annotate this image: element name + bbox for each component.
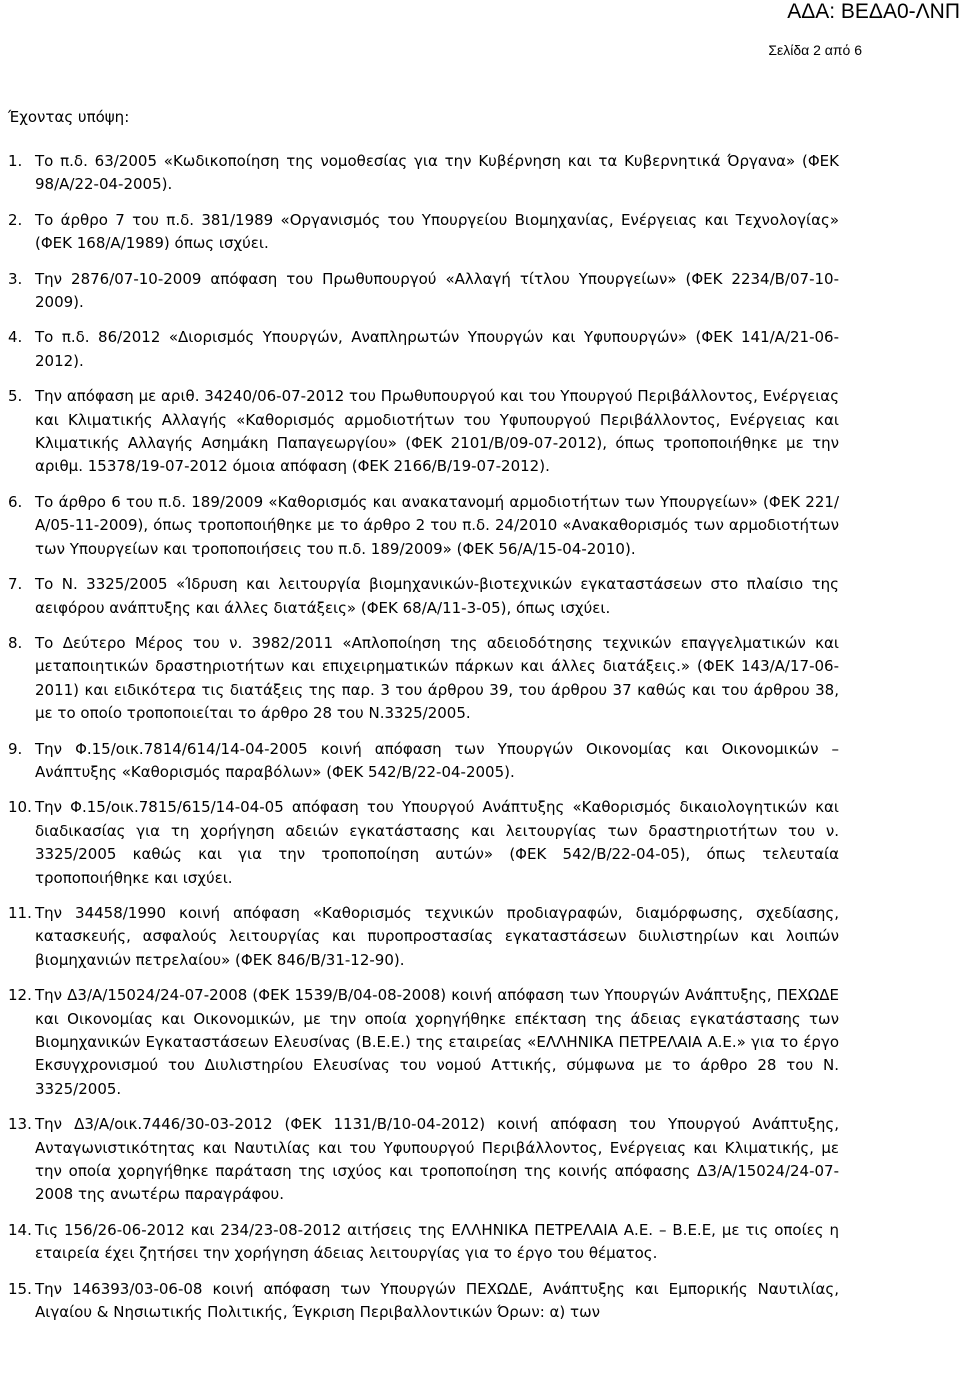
- list-item: [8, 796, 839, 890]
- list-item-text: Τις 156/26-06-2012 και 234/23-08-2012 αιτήσεις της ΕΛΛΗΝΙΚΑ ΠΕΤΡΕΛΑΙΑ Α.Ε. – Β.Ε.Ε, με τις οποίες η εταιρεία έχει ζητήσει την χορήγηση άδειας λειτουργίας για το έργο του θέματος.: [35, 1220, 839, 1263]
- list-item-number: 15.: [8, 1279, 32, 1298]
- list-item-number: 4.: [8, 328, 23, 347]
- list-item: [8, 738, 839, 785]
- list-item-text: Την Φ.15/οικ.7814/614/14-04-2005 κοινή απόφαση των Υπουργών Οικονομίας και Οικονομικών – Ανάπτυξης «Καθορισμός παραβόλων» (ΦΕΚ 542/Β/22-04-2005).: [35, 739, 839, 781]
- list-item-text: Την απόφαση με αριθ. 34240/06-07-2012 του Πρωθυπουργού και του Υπουργού Περιβάλλοντος, Ενέργειας και Κλιματικής Αλλαγής «Καθορισμός αρμοδιοτήτων του Υφυπουργού Περιβάλλοντος, Ενέργειας και Κλιματικής Αλλαγής Ασημάκη Παπαγεωργίου» (ΦΕΚ 2101/Β/09-07-2012), όπως τροποποιήθηκε με την αριθμ. 15378/19-07-2012 όμοια απόφαση (ΦΕΚ 2166/Β/19-07-2012).: [35, 387, 839, 476]
- list-item: [8, 491, 839, 561]
- list-item: [8, 573, 839, 620]
- list-item-text: Το π.δ. 86/2012 «Διορισμός Υπουργών, Αναπληρωτών Υπουργών και Υφυπουργών» (ΦΕΚ 141/Α/21-06-2012).: [35, 328, 839, 370]
- list-item-number: 3.: [8, 269, 23, 288]
- list-item-text: Την 2876/07-10-2009 απόφαση του Πρωθυπουργού «Αλλαγή τίτλου Υπουργείων» (ΦΕΚ 2234/Β/07-10-2009).: [35, 269, 839, 312]
- list-item-number: 2.: [8, 210, 23, 229]
- list-item-text: Το Ν. 3325/2005 «Ίδρυση και λειτουργία βιομηχανικών-βιοτεχνικών εγκαταστάσεων στο πλαίσιο της αειφόρου ανάπτυξης και άλλες διατάξεις» (ΦΕΚ 68/Α/11-3-05), όπως ισχύει.: [35, 575, 839, 617]
- list-item: [8, 268, 839, 315]
- list-item-number: 5.: [8, 387, 23, 406]
- list-item: [8, 902, 839, 972]
- list-item: [8, 326, 839, 373]
- list-item-text: Την Δ3/Α/15024/24-07-2008 (ΦΕΚ 1539/Β/04-08-2008) κοινή απόφαση των Υπουργών Ανάπτυξης, ΠΕΧΩΔΕ και Οικονομίας και Οικονομικών, με την οποία χορηγήθηκε επέκταση της άδειας εγκατάστασης των Βιομηχανικών Εγκαταστάσεων Ελευσίνας (Β.Ε.Ε.) της εταιρείας «ΕΛΛΗΝΙΚΑ ΠΕΤΡΕΛΑΙΑ Α.Ε.» για το έργο Εκσυγχρονισμού του Διυλιστηρίου Ελευσίνας του νομού Αττικής, σύμφωνα με το άρθρο 28 του Ν. 3325/2005.: [35, 986, 839, 1098]
- list-item: [8, 632, 839, 726]
- list-item-number: 13.: [8, 1115, 32, 1134]
- list-item-text: Το π.δ. 63/2005 «Κωδικοποίηση της νομοθεσίας για την Κυβέρνηση και τα Κυβερνητικά Όργανα» (ΦΕΚ 98/Α/22-04-2005).: [35, 152, 839, 194]
- list-item-number: 7.: [8, 575, 23, 594]
- intro-text: Έχοντας υπόψη:: [8, 108, 130, 126]
- list-item-text: Την Δ3/Α/οικ.7446/30-03-2012 (ΦΕΚ 1131/Β/10-04-2012) κοινή απόφαση του Υπουργού Ανάπτυξης, Ανταγωνιστικότητας και Ναυτιλίας και του Υφυπουργού Περιβάλλοντος, Ενέργειας και Κλιματικής, με την οποία χορηγήθηκε παράταση της ισχύος και τροποποίηση της κοινής απόφασης Δ3/Α/15024/24-07-2008 της ανωτέρω παραγράφου.: [35, 1115, 839, 1204]
- list-item-text: Την 34458/1990 κοινή απόφαση «Καθορισμός τεχνικών προδιαγραφών, διαμόρφωσης, σχεδίασης, κατασκευής, ασφαλούς λειτουργίας και πυροπροστασίας εγκαταστάσεων διυλιστηρίων και λοιπών βιομηχανιών πετρελαίου» (ΦΕΚ 846/Β/31-12-90).: [35, 903, 839, 969]
- list-item-number: 6.: [8, 492, 23, 511]
- list-item: [8, 209, 839, 256]
- list-item: [8, 984, 839, 1101]
- page-number: Σελίδα 2 από 6: [768, 42, 862, 58]
- list-item: [8, 385, 839, 479]
- list-item-number: 1.: [8, 152, 23, 170]
- list-item-number: 10.: [8, 798, 32, 817]
- list-item-text: Την 146393/03-06-08 κοινή απόφαση των Υπουργών ΠΕΧΩΔΕ, Ανάπτυξης και Εμπορικής Ναυτιλίας, Αιγαίου & Νησιωτικής Πολιτικής, Έγκριση Περιβαλλοντικών Όρων: α) των: [35, 1279, 839, 1322]
- list-item-number: 14.: [8, 1220, 32, 1239]
- list-item-text: Το άρθρο 7 του π.δ. 381/1989 «Οργανισμός του Υπουργείου Βιομηχανίας, Ενέργειας και Τεχνολογίας» (ΦΕΚ 168/Α/1989) όπως ισχύει.: [35, 210, 839, 253]
- considerations-list: [8, 150, 839, 1324]
- list-item-number: 12.: [8, 986, 32, 1005]
- list-item-number: 9.: [8, 739, 23, 758]
- list-item: [8, 1113, 839, 1207]
- list-item: [8, 150, 839, 197]
- list-item-text: Το άρθρο 6 του π.δ. 189/2009 «Καθορισμός και ανακατανομή αρμοδιοτήτων των Υπουργείων» (ΦΕΚ 221/Α/05-11-2009), όπως τροποποιήθηκε με το άρθρο 2 του π.δ. 24/2010 «Ανακαθορισμός των αρμοδιοτήτων των Υπουργείων και τροποποιήσεις του π.δ. 189/2009» (ΦΕΚ 56/Α/15-04-2010).: [35, 492, 839, 558]
- list-item: [8, 1278, 839, 1325]
- list-item-number: 8.: [8, 633, 23, 652]
- ada-code: ΑΔΑ: ΒΕΔΑ0-ΛΝΠ: [787, 0, 960, 23]
- list-item-number: 11.: [8, 903, 32, 922]
- list-item: [8, 1219, 839, 1266]
- list-item-text: Την Φ.15/οικ.7815/615/14-04-05 απόφαση του Υπουργού Ανάπτυξης «Καθορισμός δικαιολογητικών και διαδικασίας για τη χορήγηση αδειών εγκατάστασης και λειτουργίας των δραστηριοτήτων του ν. 3325/2005 καθώς και για την τροποποίηση αυτών» (ΦΕΚ 542/Β/22-04-05), όπως τελευταία τροποποιήθηκε και ισχύει.: [35, 798, 839, 887]
- list-item-text: Το Δεύτερο Μέρος του ν. 3982/2011 «Απλοποίηση της αδειοδότησης τεχνικών επαγγελματικών και μεταποιητικών δραστηριοτήτων και επιχειρηματικών πάρκων και άλλες διατάξεις.» (ΦΕΚ 143/Α/17-06-2011) και ειδικότερα τις διατάξεις της παρ. 3 του άρθρου 39, του άρθρου 37 καθώς και του άρθρου 38, με το οποίο τροποποιείται το άρθρο 28 του Ν.3325/2005.: [35, 633, 839, 723]
